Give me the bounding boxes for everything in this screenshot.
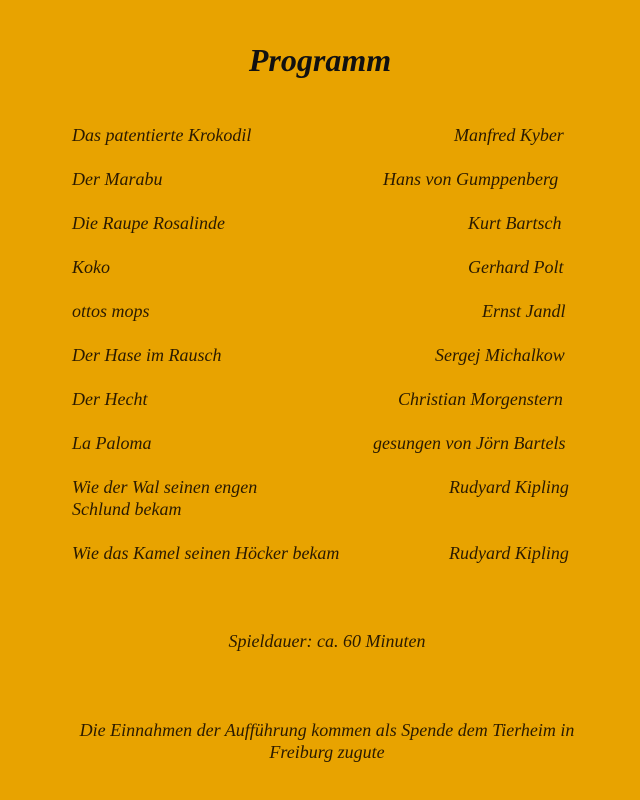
donation-note: Die Einnahmen der Aufführung kommen als Spende dem Tierheim in Freiburg zugute: [79, 720, 575, 762]
program-item: [72, 124, 582, 146]
page-title: Programm: [248, 42, 392, 78]
work-title: Der Hase im Rausch: [72, 345, 222, 365]
author-name: Rudyard Kipling: [449, 543, 569, 563]
author-name: Manfred Kyber: [454, 125, 564, 145]
author-name: Kurt Bartsch: [468, 213, 562, 233]
work-title: Wie das Kamel seinen Höcker bekam: [72, 543, 340, 563]
duration-text: Spieldauer: ca. 60 Minuten: [228, 631, 426, 651]
work-title: Der Marabu: [72, 169, 163, 189]
author-name: Sergej Michalkow: [435, 345, 565, 365]
program-item: [72, 432, 582, 454]
author-name: Hans von Gumppenberg: [383, 169, 559, 189]
author-name: Christian Morgenstern: [398, 389, 563, 409]
program-list: [72, 124, 582, 586]
author-name: Gerhard Polt: [468, 257, 564, 277]
program-item: [72, 256, 582, 278]
program-item: [72, 542, 582, 564]
work-title: Die Raupe Rosalinde: [72, 213, 225, 233]
work-title: Das patentierte Krokodil: [72, 125, 252, 145]
program-item: [72, 300, 582, 322]
work-title: Der Hecht: [72, 389, 148, 409]
program-item: [72, 168, 582, 190]
author-name: gesungen von Jörn Bartels: [373, 433, 566, 453]
work-title: La Paloma: [72, 433, 152, 453]
program-item: [72, 344, 582, 366]
author-name: Rudyard Kipling: [449, 477, 569, 497]
work-title: ottos mops: [72, 301, 150, 321]
program-item: [72, 476, 582, 520]
work-title: Koko: [72, 257, 110, 277]
program-item: [72, 388, 582, 410]
work-title: Wie der Wal seinen engen Schlund bekam: [72, 477, 258, 519]
program-item: [72, 212, 582, 234]
author-name: Ernst Jandl: [482, 301, 566, 321]
